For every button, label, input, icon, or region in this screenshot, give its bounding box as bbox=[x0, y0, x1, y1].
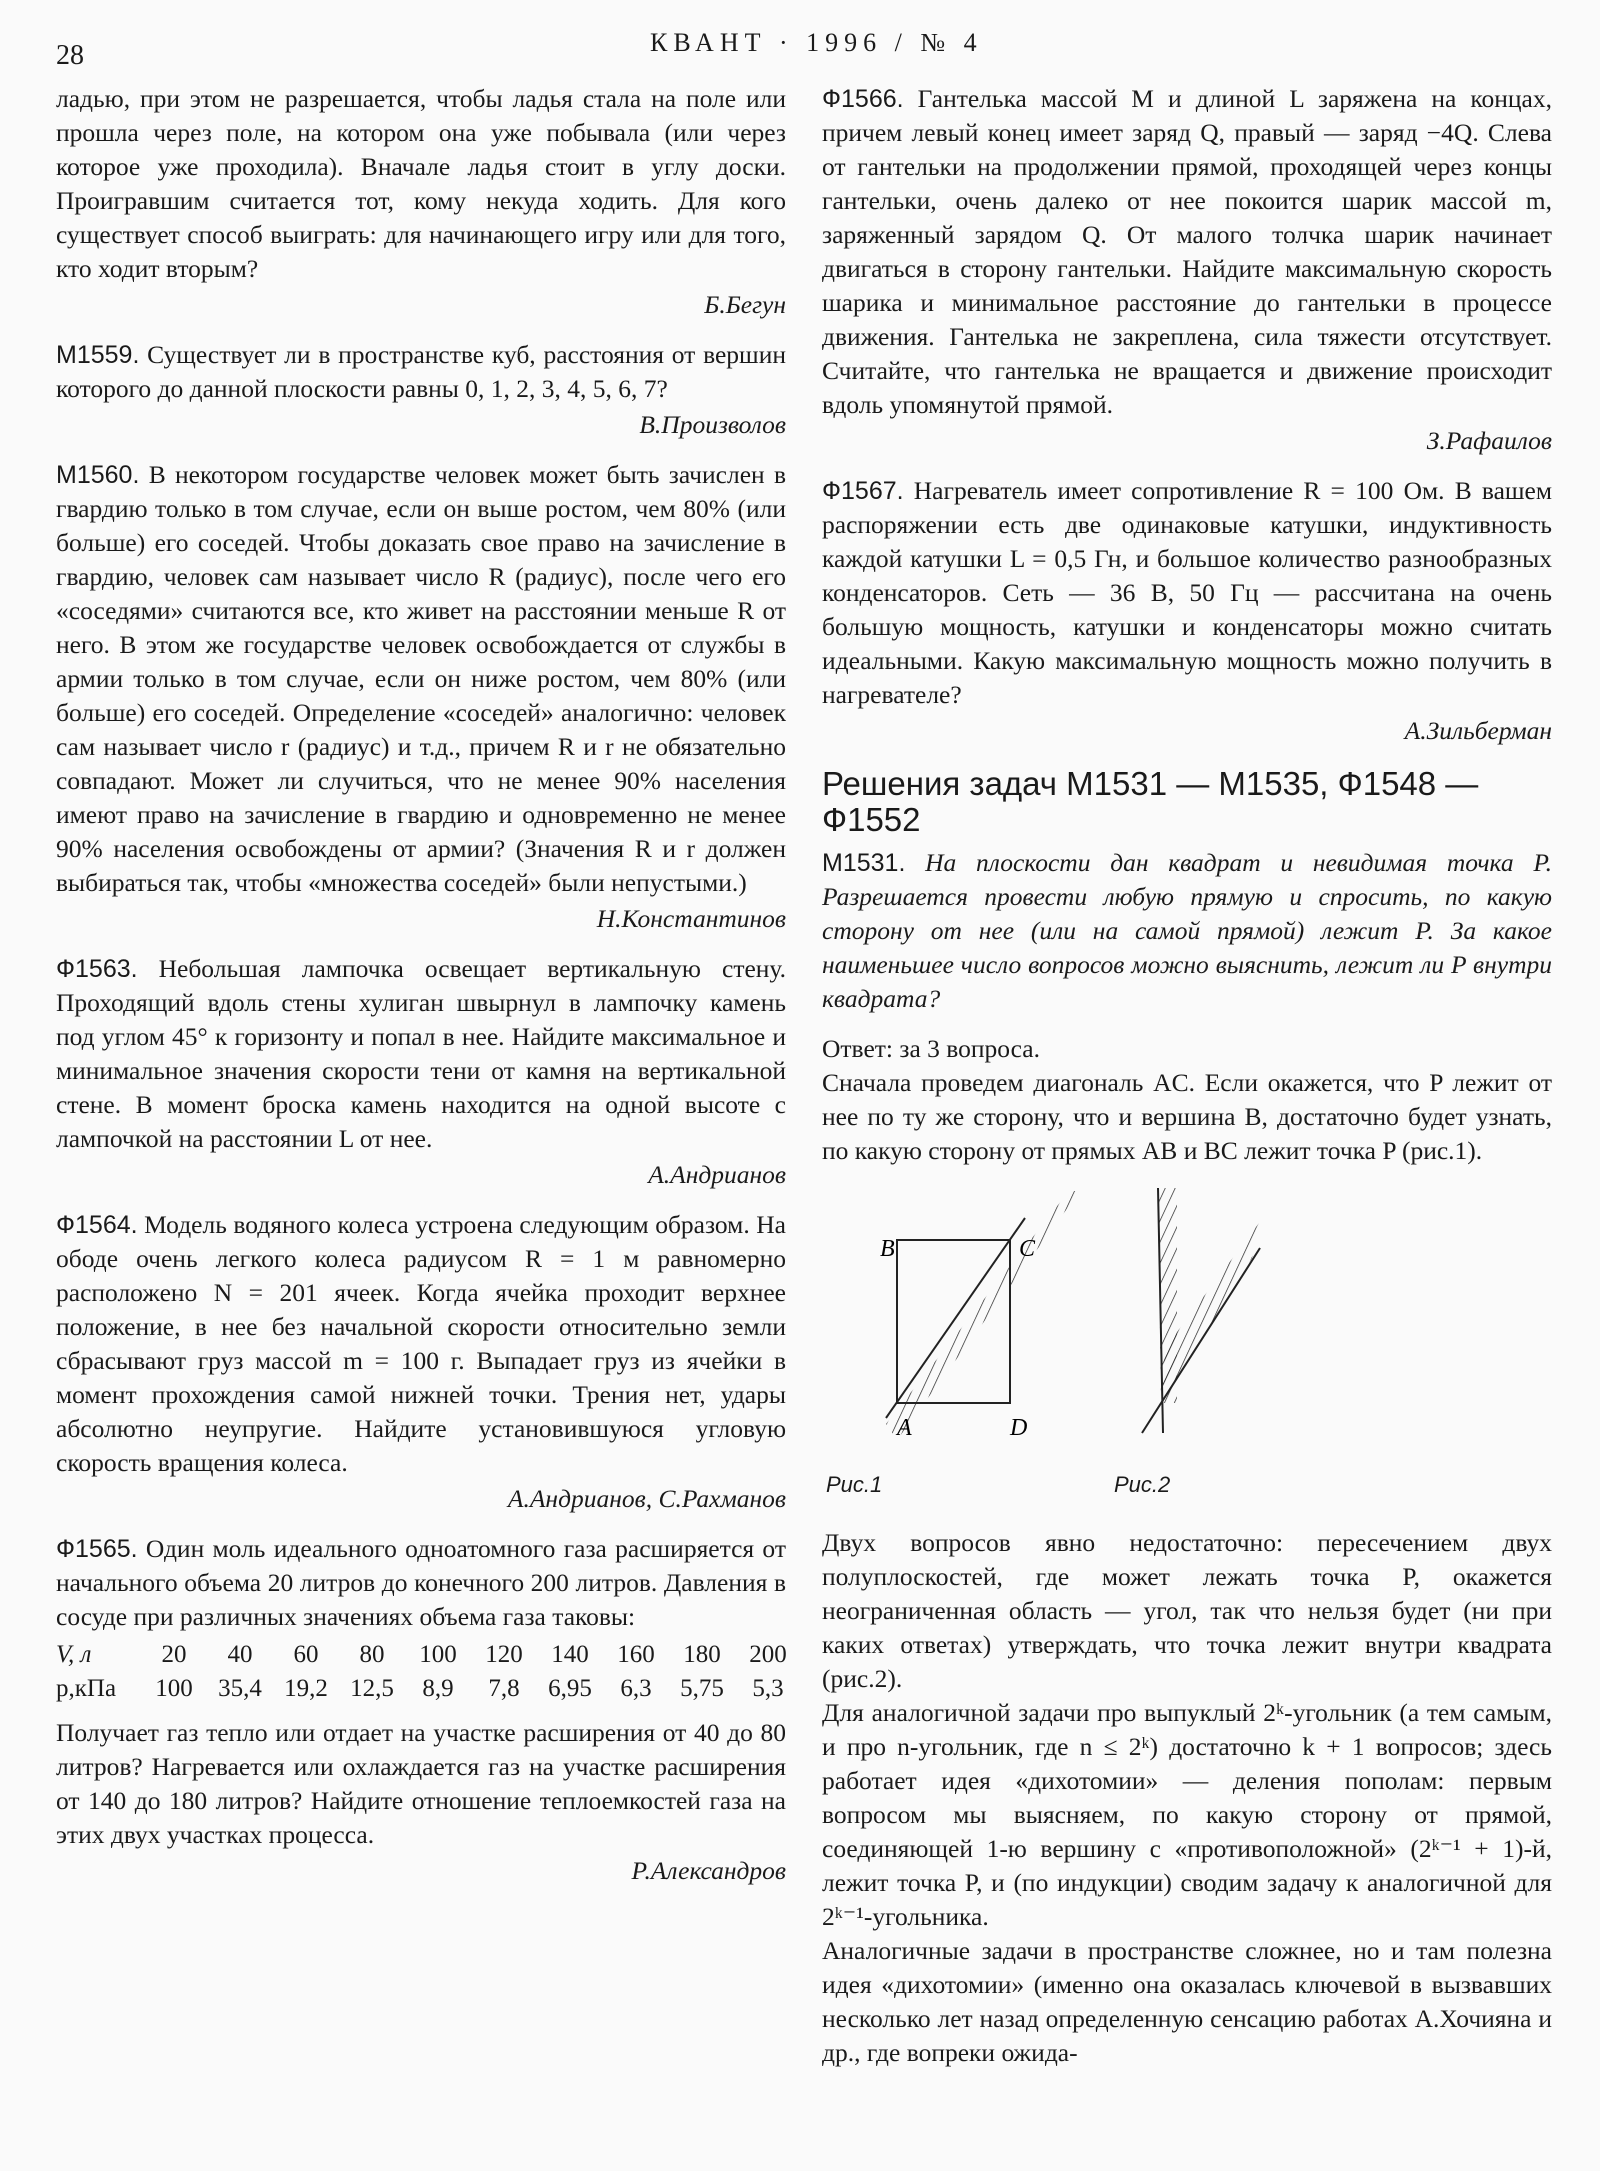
problem-f1563 bbox=[56, 952, 786, 1192]
vertex-label-c: C bbox=[1019, 1236, 1036, 1262]
problem-code: Ф1563. bbox=[56, 955, 138, 983]
problem-text-continued: Получает газ тепло или отдает на участке расширения от 40 до 80 литров? Нагревается или охлаждается газ на участке расширения от 140 до 180 литров? Найдите отношение теплоемкостей газа на этих двух участках процесса. bbox=[56, 1718, 786, 1849]
problem-author: А.Зильберман bbox=[1404, 716, 1552, 745]
figures-svg bbox=[822, 1178, 1552, 1478]
problem-text: Гантелька массой M и длиной L заряжена на концах, причем левый конец имеет заряд Q, правый — заряд −4Q. Слева от гантельки на продолжении прямой, проходящей через концы гантельки, очень далеко от нее покоится шарик массой m, заряженный зарядом Q. От малого толчка шарик начинает двигаться в сторону гантельки. Найдите максимальную скорость шарика и минимальное расстояние до гантельки в процессе движения. Гантелька не закреплена, сила тяжести отсутствует. Считайте, что гантелька не вращается и движение происходит вдоль упомянутой прямой. bbox=[822, 84, 1552, 419]
problem-m1531-statement bbox=[822, 846, 1552, 1016]
table-cell: 40 bbox=[227, 1641, 253, 1668]
answer: Ответ: за 3 вопроса. bbox=[822, 1034, 1040, 1063]
diagonal-ac bbox=[886, 1218, 1025, 1418]
problem-f1567 bbox=[822, 474, 1552, 748]
table-cell: 5,3 bbox=[752, 1675, 784, 1702]
row-label: p,кПа bbox=[56, 1675, 117, 1702]
problem-text: В некотором государстве человек может быть зачислен в гвардию только в том случае, если он выше ростом, чем 80% (или больше) его соседей. Чтобы доказать свое право на зачисление в гвардию, человек сам называет число R (радиус), после чего его «соседями» считаются все, кто живет на расстоянии меньше R от него. В этом же государстве человек освобождается от службы в армии только в том случае, если он ниже ростом, чем 80% (или больше) его соседей. Определение «соседей» аналогично: человек сам называет число r (радиус) и т.д., причем R и r не обязательно совпадают. Может ли случиться, что не менее 90% населения имеют право на зачисление в гвардию и одновременно не менее 90% населения освобождены от армии? (Значения R и r должен выбираться так, чтобы «множества соседей» были непустыми.) bbox=[56, 460, 786, 897]
right-column bbox=[822, 82, 1552, 2070]
table-cell: 20 bbox=[161, 1641, 187, 1668]
problem-author: Н.Константинов bbox=[596, 904, 786, 933]
problem-author: А.Андрианов bbox=[648, 1160, 786, 1189]
table-cell: 5,75 bbox=[680, 1675, 724, 1702]
table-cell: 8,9 bbox=[422, 1675, 454, 1702]
table-cell: 35,4 bbox=[218, 1675, 262, 1702]
table-cell: 200 bbox=[749, 1641, 787, 1668]
problem-author: В.Произволов bbox=[639, 410, 786, 439]
problem-m1559 bbox=[56, 338, 786, 442]
table-cell: 160 bbox=[617, 1641, 655, 1668]
problem-author: А.Андрианов, С.Рахманов bbox=[507, 1484, 786, 1513]
problem-text: Существует ли в пространстве куб, расстояния от вершин которого до данной плоскости равны 0, 1, 2, 3, 4, 5, 6, 7? bbox=[56, 340, 786, 403]
figures bbox=[822, 1178, 1552, 1518]
table-row-pressure bbox=[56, 1672, 806, 1706]
problem-text: Модель водяного колеса устроена следующим образом. На ободе очень легкого колеса радиусом R = 1 м равномерно расположено N = 201 ячеек. Когда ячейка проходит верхнее положение, в нее без начальной скорости относительно земли сбрасывают груз массой m = 100 г. Выпадает груз из ячейки в момент прохождения самой нижней точки. Трения нет, удары абсолютно неупругие. Найдите установившуюся угловую скорость вращения колеса. bbox=[56, 1210, 786, 1477]
row-label: V, л bbox=[56, 1641, 92, 1668]
figure-2-caption: Рис.2 bbox=[1114, 1472, 1171, 1497]
table-cell: 19,2 bbox=[284, 1675, 328, 1702]
intro-text: ладью, при этом не разрешается, чтобы ладья стала на поле или прошла через поле, на котором она уже побывала (или через которое уже проходила). Вначале ладья стоит в углу доски. Проигравшим считается тот, кому некуда ходить. Для кого существует способ выиграть: для начинающего игру или для того, кто ходит вторым? bbox=[56, 84, 786, 283]
table-cell: 180 bbox=[683, 1641, 721, 1668]
vertex-label-d: D bbox=[1010, 1415, 1028, 1441]
figure-1-caption: Рис.1 bbox=[826, 1472, 883, 1497]
problem-author: З.Рафаилов bbox=[1426, 426, 1552, 455]
left-column bbox=[56, 82, 786, 1904]
table-cell: 6,3 bbox=[620, 1675, 652, 1702]
figure-1-square-diagram bbox=[880, 1191, 1080, 1441]
problem-m1560 bbox=[56, 458, 786, 936]
table-row-volume bbox=[56, 1638, 806, 1672]
table-cell: 120 bbox=[485, 1641, 523, 1668]
table-cell: 100 bbox=[419, 1641, 457, 1668]
problem-text: Небольшая лампочка освещает вертикальную стену. Проходящий вдоль стены хулиган швырнул в лампочку камень под углом 45° к горизонту и попал в нее. Найдите максимальное и минимальное значения скорости тени от камня на вертикальной стене. В момент броска камень находится на одной высоте с лампочкой на расстоянии L от нее. bbox=[56, 954, 786, 1153]
table-cell: 12,5 bbox=[350, 1675, 394, 1702]
problem-author: Р.Александров bbox=[631, 1856, 786, 1885]
running-title: КВАНТ · 1996 / № 4 bbox=[650, 28, 983, 57]
problem-f1564 bbox=[56, 1208, 786, 1516]
problem-author: Б.Бегун bbox=[704, 290, 786, 319]
problem-code: М1560. bbox=[56, 461, 140, 489]
problem-code: М1531. bbox=[822, 849, 906, 877]
solution-paragraph: Аналогичные задачи в пространстве сложнее, но и там полезна идея «дихотомии» (именно она оказалась ключевой в вызвавших несколько лет назад определенную сенсацию работах А.Хочияна и др., где вопреки ожида- bbox=[822, 1936, 1552, 2067]
solution-paragraph: Для аналогичной задачи про выпуклый 2ᵏ-угольник (а тем самым, и про n-угольник, где n ≤ 2ᵏ) достаточно k + 1 вопросов; здесь работает идея «дихотомии» — деления пополам: первым вопросом мы выясняем, по какую сторону от прямой, соединяющей 1-ю вершину с «противоположной» (2ᵏ⁻¹ + 1)-й, лежит точка P, и (по индукции) сводим задачу к аналогичной для 2ᵏ⁻¹-угольника. bbox=[822, 1698, 1552, 1931]
problem-text: Один моль идеального одноатомного газа расширяется от начального объема 20 литров до конечного 200 литров. Давления в сосуде при различных значениях объема газа таковы: bbox=[56, 1534, 786, 1631]
table-cell: 140 bbox=[551, 1641, 589, 1668]
problem-f1566 bbox=[822, 82, 1552, 458]
problem-f1565 bbox=[56, 1532, 786, 1888]
problem-code: Ф1567. bbox=[822, 477, 904, 505]
gas-pressure-table bbox=[56, 1638, 806, 1706]
section-title: Решения задач М1531 — М1535, Ф1548 — Ф1552 bbox=[822, 765, 1479, 838]
vertex-label-a: A bbox=[897, 1415, 912, 1441]
solution-paragraph: Сначала проведем диагональ AC. Если окажется, что P лежит от нее по ту же сторону, что и вершина B, достаточно будет узнать, по какую сторону от прямых AB и BC лежит точка P (рис.1). bbox=[822, 1068, 1552, 1165]
problem-code: Ф1565. bbox=[56, 1535, 138, 1563]
solution-paragraph: Двух вопросов явно недостаточно: пересечением двух полуплоскостей, где может лежать точка P, окажется неограниченная область — угол, так что нельзя будет (ни при каких ответах) утверждать, что точка лежит внутри квадрата (рис.2). bbox=[822, 1528, 1552, 1693]
table-cell: 60 bbox=[293, 1641, 319, 1668]
table-cell: 6,95 bbox=[548, 1675, 592, 1702]
table-cell: 100 bbox=[155, 1675, 193, 1702]
problem-text: На плоскости дан квадрат и невидимая точка P. Разрешается провести любую прямую и спросить, по какую сторону от нее (или на самой прямой) лежит P. За какое наименьшее число вопросов можно выяснить, лежит ли P внутри квадрата? bbox=[822, 848, 1552, 1013]
problem-code: М1559. bbox=[56, 341, 140, 369]
page-number: 28 bbox=[56, 40, 84, 71]
figure-2-angle-diagram bbox=[1142, 1188, 1260, 1433]
problem-code: Ф1564. bbox=[56, 1211, 138, 1239]
table-cell: 80 bbox=[359, 1641, 385, 1668]
vertex-label-b: B bbox=[880, 1236, 895, 1262]
problem-text: Нагреватель имеет сопротивление R = 100 Ом. В вашем распоряжении есть две одинаковые катушки, индуктивность каждой катушки L = 0,5 Гн, и большое количество разнообразных конденсаторов. Сеть — 36 В, 50 Гц — рассчитана на очень большую мощность, катушки и конденсаторы можно считать идеальными. Какую максимальную мощность можно получить в нагревателе? bbox=[822, 476, 1552, 709]
problem-code: Ф1566. bbox=[822, 85, 904, 113]
table-cell: 7,8 bbox=[488, 1675, 520, 1702]
